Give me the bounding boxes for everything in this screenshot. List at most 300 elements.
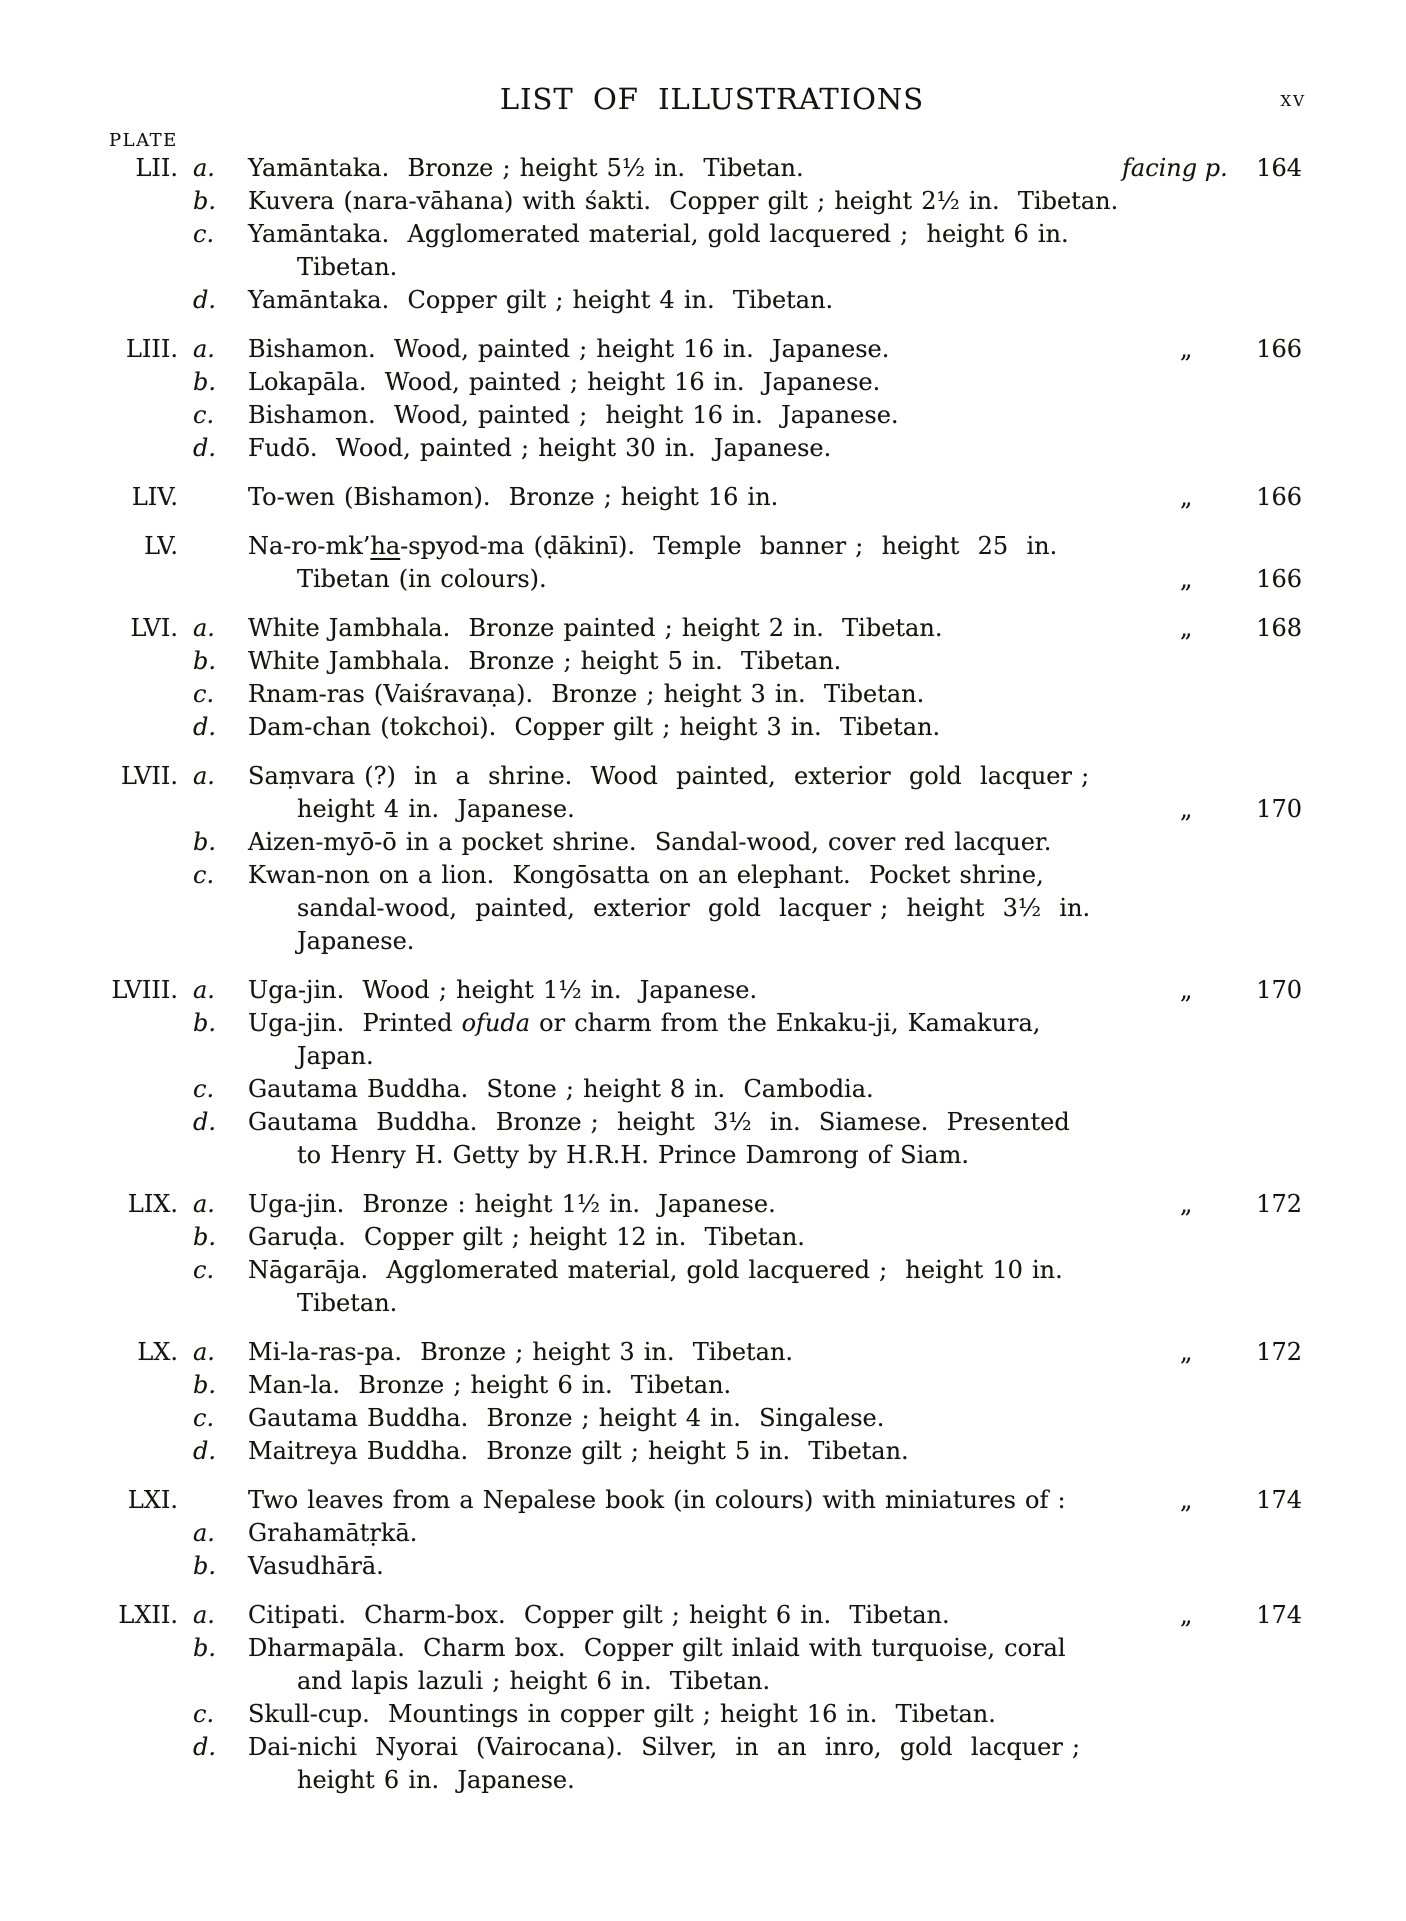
item-text [235, 760, 1122, 793]
facing-page-value: 168 [1256, 614, 1302, 642]
facing-page-ref [1122, 760, 1302, 793]
text-segment: Bishamon. Wood, painted ; height 16 in. Japanese. [248, 401, 899, 429]
facing-page-ref [1122, 1665, 1302, 1698]
item-text [235, 251, 1122, 284]
text-segment: Grahamātṛkā. [248, 1519, 418, 1547]
item-text [235, 1731, 1122, 1764]
plate-number: LVII. [120, 762, 178, 790]
plate-number [0, 1007, 178, 1040]
text-segment: Nāgarāja. Agglomerated material, gold lacquered ; height 10 in. [248, 1256, 1063, 1284]
text-segment: Yamāntaka. Copper gilt ; height 4 in. Tibetan. [248, 286, 834, 314]
facing-page-ref [1122, 859, 1302, 892]
facing-page-ref [1122, 1254, 1302, 1287]
ditto-mark: „ [1180, 1338, 1193, 1366]
plate-number [0, 645, 178, 678]
text-segment: Kwan-non on a lion. Kongōsatta on an elephant. Pocket shrine, [248, 861, 1044, 889]
facing-page-ref [1122, 1698, 1302, 1731]
plate-number [0, 185, 178, 218]
plate-number [0, 284, 178, 317]
list-row [0, 612, 1302, 645]
text-segment: Tibetan (in colours). [297, 565, 547, 593]
item-text [235, 1632, 1122, 1665]
item-text [235, 284, 1122, 317]
item-letter: c. [193, 1404, 215, 1432]
item-text [235, 366, 1122, 399]
text-segment: Dam-chan (tokchoi). Copper gilt ; height 3 in. Tibetan. [248, 713, 941, 741]
plate-number [0, 678, 178, 711]
item-text [235, 1007, 1122, 1040]
text-segment: Man-la. Bronze ; height 6 in. Tibetan. [248, 1371, 732, 1399]
item-letter: b. [193, 1009, 216, 1037]
item-letter [178, 1764, 235, 1797]
item-letter: d. [193, 1108, 216, 1136]
ditto-mark: „ [1180, 976, 1193, 1004]
facing-page-value: 174 [1256, 1601, 1302, 1629]
illustration-list [0, 152, 1302, 1797]
facing-page-ref [1122, 1287, 1302, 1320]
facing-page-ref [1122, 1599, 1302, 1632]
item-text [235, 612, 1122, 645]
item-letter [178, 1287, 235, 1320]
item-letter: d. [193, 434, 216, 462]
item-text [235, 1188, 1122, 1221]
facing-page-value: 166 [1256, 565, 1302, 593]
list-row [0, 333, 1302, 366]
item-text [235, 1254, 1122, 1287]
item-text [235, 1369, 1122, 1402]
facing-page-ref [1122, 1435, 1302, 1468]
plate-number [0, 1221, 178, 1254]
facing-page-ref [1122, 218, 1302, 251]
facing-page-ref [1122, 1764, 1302, 1797]
facing-page-ref [1122, 1517, 1302, 1550]
plate-number [0, 399, 178, 432]
text-segment: Dai-nichi Nyorai (Vairocana). Silver, in an inro, gold lacquer ; [248, 1733, 1081, 1761]
text-segment: Rnam-ras (Vaiśravaṇa). Bronze ; height 3 in. Tibetan. [248, 680, 925, 708]
list-row [0, 925, 1302, 958]
text-segment: Uga-jin. Wood ; height 1½ in. Japanese. [248, 976, 758, 1004]
plate-number: LII. [135, 154, 178, 182]
item-letter: a. [193, 976, 215, 1004]
list-row [0, 760, 1302, 793]
italic-text-segment: ofuda [461, 1009, 531, 1037]
plate-number [0, 925, 178, 958]
plate-number [0, 1435, 178, 1468]
item-letter [178, 251, 235, 284]
facing-page-ref [1122, 366, 1302, 399]
item-text [235, 481, 1122, 514]
item-text [235, 1221, 1122, 1254]
list-row [0, 1073, 1302, 1106]
plate-number [0, 1698, 178, 1731]
facing-page-ref [1122, 826, 1302, 859]
list-row [0, 366, 1302, 399]
facing-page-ref [1122, 1007, 1302, 1040]
text-segment: Two leaves from a Nepalese book (in colours) with miniatures of : [248, 1486, 1066, 1514]
list-row [0, 1484, 1302, 1517]
plate-number [0, 1665, 178, 1698]
text-segment: and lapis lazuli ; height 6 in. Tibetan. [297, 1667, 771, 1695]
plate-number [0, 793, 178, 826]
list-row [0, 1221, 1302, 1254]
item-letter: a. [193, 1190, 215, 1218]
item-text [235, 1106, 1122, 1139]
plate-number [0, 1139, 178, 1172]
facing-page-ref [1122, 432, 1302, 465]
text-segment: or charm from the Enkaku-ji, Kamakura, [530, 1009, 1041, 1037]
item-text [235, 152, 1122, 185]
item-letter: b. [193, 1634, 216, 1662]
item-text [235, 333, 1122, 366]
plate-number [0, 1731, 178, 1764]
item-text [235, 1550, 1122, 1583]
item-letter: c. [193, 401, 215, 429]
item-text [235, 399, 1122, 432]
facing-page-ref [1122, 1188, 1302, 1221]
item-text [235, 218, 1122, 251]
facing-page-ref [1122, 1221, 1302, 1254]
plate-number [0, 711, 178, 744]
facing-page-ref [1122, 925, 1302, 958]
item-text [235, 530, 1122, 563]
item-letter: c. [193, 220, 215, 248]
list-row [0, 793, 1302, 826]
facing-page-label: facing p. [1122, 154, 1228, 182]
plate-number [0, 1040, 178, 1073]
plate-number [0, 218, 178, 251]
item-text [235, 1764, 1122, 1797]
item-text [235, 793, 1122, 826]
item-letter: c. [193, 680, 215, 708]
text-segment: White Jambhala. Bronze ; height 5 in. Tibetan. [248, 647, 842, 675]
text-segment: Skull-cup. Mountings in copper gilt ; height 16 in. Tibetan. [248, 1700, 996, 1728]
facing-page-value: 166 [1256, 335, 1302, 363]
facing-page-value: 166 [1256, 483, 1302, 511]
list-row [0, 1632, 1302, 1665]
plate-number [0, 859, 178, 892]
text-segment: Tibetan. [297, 253, 398, 281]
text-segment: Fudō. Wood, painted ; height 30 in. Japanese. [248, 434, 832, 462]
facing-page-ref [1122, 1073, 1302, 1106]
item-text [235, 711, 1122, 744]
facing-page-value: 164 [1256, 154, 1302, 182]
list-row [0, 1139, 1302, 1172]
item-text [235, 1698, 1122, 1731]
text-segment: height 6 in. Japanese. [297, 1766, 575, 1794]
list-row [0, 1731, 1302, 1764]
text-segment: to Henry H. Getty by H.R.H. Prince Damrong of Siam. [297, 1141, 969, 1169]
page-title: LIST OF ILLUSTRATIONS [499, 82, 925, 116]
item-text [235, 645, 1122, 678]
list-row [0, 1599, 1302, 1632]
facing-page-ref [1122, 974, 1302, 1007]
facing-page-ref [1122, 1731, 1302, 1764]
text-segment: Yamāntaka. Bronze ; height 5½ in. Tibetan. [248, 154, 804, 182]
facing-page-ref [1122, 251, 1302, 284]
text-segment: Maitreya Buddha. Bronze gilt ; height 5 in. Tibetan. [248, 1437, 909, 1465]
plate-number [0, 1550, 178, 1583]
item-letter [178, 481, 235, 514]
facing-page-ref [1122, 1040, 1302, 1073]
item-letter [178, 1665, 235, 1698]
item-text [235, 1484, 1122, 1517]
item-letter [178, 1040, 235, 1073]
facing-page-value: 172 [1256, 1190, 1302, 1218]
text-segment: Tibetan. [297, 1289, 398, 1317]
ditto-mark: „ [1180, 795, 1193, 823]
text-segment: Saṃvara (?) in a shrine. Wood painted, exterior gold lacquer ; [248, 762, 1090, 790]
item-letter [178, 563, 235, 596]
text-segment: Citipati. Charm-box. Copper gilt ; height 6 in. Tibetan. [248, 1601, 950, 1629]
facing-page-ref [1122, 793, 1302, 826]
item-letter [178, 1484, 235, 1517]
item-letter: c. [193, 1700, 215, 1728]
list-row [0, 1435, 1302, 1468]
text-segment: Mi-la-ras-pa. Bronze ; height 3 in. Tibetan. [248, 1338, 794, 1366]
item-letter: b. [193, 828, 216, 856]
item-letter: a. [193, 335, 215, 363]
item-letter: b. [193, 368, 216, 396]
text-segment: Garuḍa. Copper gilt ; height 12 in. Tibetan. [248, 1223, 805, 1251]
list-row [0, 1254, 1302, 1287]
facing-page-ref [1122, 399, 1302, 432]
list-row [0, 1764, 1302, 1797]
text-segment: Uga-jin. Bronze : height 1½ in. Japanese. [248, 1190, 776, 1218]
plate-number [0, 1369, 178, 1402]
list-row [0, 152, 1302, 185]
item-letter: a. [193, 1338, 215, 1366]
list-row [0, 859, 1302, 892]
item-letter [178, 530, 235, 563]
item-text [235, 1287, 1122, 1320]
text-segment: Uga-jin. Printed [248, 1009, 462, 1037]
item-letter: a. [193, 154, 215, 182]
ditto-mark: „ [1180, 1190, 1193, 1218]
ditto-mark: „ [1180, 335, 1193, 363]
plate-number [0, 1287, 178, 1320]
plate-number [0, 892, 178, 925]
item-letter [178, 793, 235, 826]
text-segment: sandal-wood, painted, exterior gold lacquer ; height 3½ in. [297, 894, 1091, 922]
text-segment: Yamāntaka. Agglomerated material, gold lacquered ; height 6 in. [248, 220, 1069, 248]
facing-page-ref [1122, 1106, 1302, 1139]
ditto-mark: „ [1180, 614, 1193, 642]
item-text [235, 185, 1122, 218]
item-letter [178, 892, 235, 925]
facing-page-value: 174 [1256, 1486, 1302, 1514]
list-row [0, 563, 1302, 596]
list-row [0, 284, 1302, 317]
item-text [235, 892, 1122, 925]
plate-number: LX. [137, 1338, 178, 1366]
list-row [0, 1550, 1302, 1583]
item-text [235, 925, 1122, 958]
item-text [235, 1665, 1122, 1698]
item-letter: d. [193, 1437, 216, 1465]
plate-number [0, 1764, 178, 1797]
page-number: xv [1280, 87, 1306, 112]
item-text [235, 1599, 1122, 1632]
list-row [0, 1517, 1302, 1550]
item-text [235, 563, 1122, 596]
item-letter: c. [193, 1075, 215, 1103]
plate-number [0, 826, 178, 859]
text-segment: Aizen-myō-ō in a pocket shrine. Sandal-wood, cover red lacquer. [248, 828, 1052, 856]
plate-number: LVI. [130, 614, 178, 642]
facing-page-ref [1122, 185, 1302, 218]
list-row [0, 826, 1302, 859]
plate-number: LV. [144, 532, 178, 560]
item-letter [178, 1139, 235, 1172]
item-letter: b. [193, 1552, 216, 1580]
item-letter: b. [193, 647, 216, 675]
plate-number [0, 1517, 178, 1550]
item-letter: a. [193, 614, 215, 642]
facing-page-ref [1122, 1484, 1302, 1517]
facing-page-ref [1122, 645, 1302, 678]
plate-number [0, 1254, 178, 1287]
list-row [0, 481, 1302, 514]
facing-page-ref [1122, 678, 1302, 711]
text-segment: Lokapāla. Wood, painted ; height 16 in. Japanese. [248, 368, 881, 396]
plate-number [0, 366, 178, 399]
facing-page-ref [1122, 612, 1302, 645]
item-text [235, 1336, 1122, 1369]
facing-page-ref [1122, 284, 1302, 317]
list-row [0, 399, 1302, 432]
plate-number [0, 1632, 178, 1665]
item-letter [178, 925, 235, 958]
list-row [0, 1698, 1302, 1731]
underlined-text-segment: ha [370, 532, 401, 560]
facing-page-value: 170 [1256, 795, 1302, 823]
plate-number: LXI. [127, 1486, 178, 1514]
facing-page-value: 170 [1256, 976, 1302, 1004]
text-segment: Dharmapāla. Charm box. Copper gilt inlaid with turquoise, coral [248, 1634, 1066, 1662]
item-text [235, 432, 1122, 465]
facing-page-ref [1122, 1139, 1302, 1172]
plate-number: LXII. [118, 1601, 178, 1629]
plate-number [0, 1402, 178, 1435]
plate-number [0, 1073, 178, 1106]
item-text [235, 1402, 1122, 1435]
item-letter: c. [193, 1256, 215, 1284]
facing-page-ref [1122, 1402, 1302, 1435]
item-letter: d. [193, 713, 216, 741]
text-segment: -spyod-ma (ḍākinī). Temple banner ; height 25 in. [400, 532, 1058, 560]
plate-number: LIV. [131, 483, 178, 511]
facing-page-value: 172 [1256, 1338, 1302, 1366]
item-letter: b. [193, 1223, 216, 1251]
facing-page-ref [1122, 1369, 1302, 1402]
item-letter: c. [193, 861, 215, 889]
item-letter: b. [193, 187, 216, 215]
text-segment: Gautama Buddha. Bronze ; height 4 in. Singalese. [248, 1404, 885, 1432]
list-row [0, 432, 1302, 465]
list-row [0, 1369, 1302, 1402]
item-text [235, 1139, 1122, 1172]
facing-page-ref [1122, 1550, 1302, 1583]
plate-number: LIX. [127, 1190, 178, 1218]
plate-number [0, 1106, 178, 1139]
facing-page-ref [1122, 1336, 1302, 1369]
ditto-mark: „ [1180, 1601, 1193, 1629]
text-segment: Gautama Buddha. Bronze ; height 3½ in. Siamese. Presented [248, 1108, 1070, 1136]
text-segment: Japan. [297, 1042, 374, 1070]
facing-page-ref [1122, 563, 1302, 596]
item-text [235, 974, 1122, 1007]
text-segment: Kuvera (nara-vāhana) with śakti. Copper gilt ; height 2½ in. Tibetan. [248, 187, 1119, 215]
text-segment: Bishamon. Wood, painted ; height 16 in. Japanese. [248, 335, 890, 363]
plate-number: LVIII. [111, 976, 178, 1004]
list-row [0, 711, 1302, 744]
item-letter: d. [193, 286, 216, 314]
list-row [0, 1188, 1302, 1221]
item-text [235, 826, 1122, 859]
list-row [0, 1665, 1302, 1698]
item-letter: d. [193, 1733, 216, 1761]
facing-page-ref [1122, 711, 1302, 744]
plate-number: LIII. [125, 335, 178, 363]
facing-page-ref [1122, 530, 1302, 563]
list-row [0, 678, 1302, 711]
facing-page-ref [1122, 892, 1302, 925]
text-segment: Japanese. [297, 927, 415, 955]
item-text [235, 1040, 1122, 1073]
ditto-mark: „ [1180, 483, 1193, 511]
facing-page-ref [1122, 1632, 1302, 1665]
facing-page-ref [1122, 333, 1302, 366]
list-row [0, 974, 1302, 1007]
plate-number [0, 563, 178, 596]
item-letter: b. [193, 1371, 216, 1399]
item-text [235, 1517, 1122, 1550]
plate-number [0, 432, 178, 465]
list-row [0, 530, 1302, 563]
plate-column-label: PLATE [109, 130, 178, 151]
list-row [0, 1402, 1302, 1435]
facing-page-ref [1122, 152, 1302, 185]
list-row [0, 1007, 1302, 1040]
item-letter: a. [193, 1601, 215, 1629]
ditto-mark: „ [1180, 1486, 1193, 1514]
item-letter: a. [193, 762, 215, 790]
facing-page-ref [1122, 481, 1302, 514]
list-row [0, 1287, 1302, 1320]
list-row [0, 251, 1302, 284]
list-row [0, 645, 1302, 678]
list-row [0, 185, 1302, 218]
text-segment: Na-ro-mk’ [248, 532, 371, 560]
list-row [0, 218, 1302, 251]
item-text [235, 859, 1122, 892]
text-segment: White Jambhala. Bronze painted ; height 2 in. Tibetan. [248, 614, 943, 642]
item-text [235, 678, 1122, 711]
text-segment: Vasudhārā. [248, 1552, 384, 1580]
list-row [0, 892, 1302, 925]
item-letter: a. [193, 1519, 215, 1547]
item-text [235, 1073, 1122, 1106]
ditto-mark: „ [1180, 565, 1193, 593]
list-row [0, 1336, 1302, 1369]
item-text [235, 1435, 1122, 1468]
list-row [0, 1106, 1302, 1139]
plate-number [0, 251, 178, 284]
list-row [0, 1040, 1302, 1073]
text-segment: Gautama Buddha. Stone ; height 8 in. Cambodia. [248, 1075, 874, 1103]
text-segment: To-wen (Bishamon). Bronze ; height 16 in. [248, 483, 779, 511]
text-segment: height 4 in. Japanese. [297, 795, 575, 823]
